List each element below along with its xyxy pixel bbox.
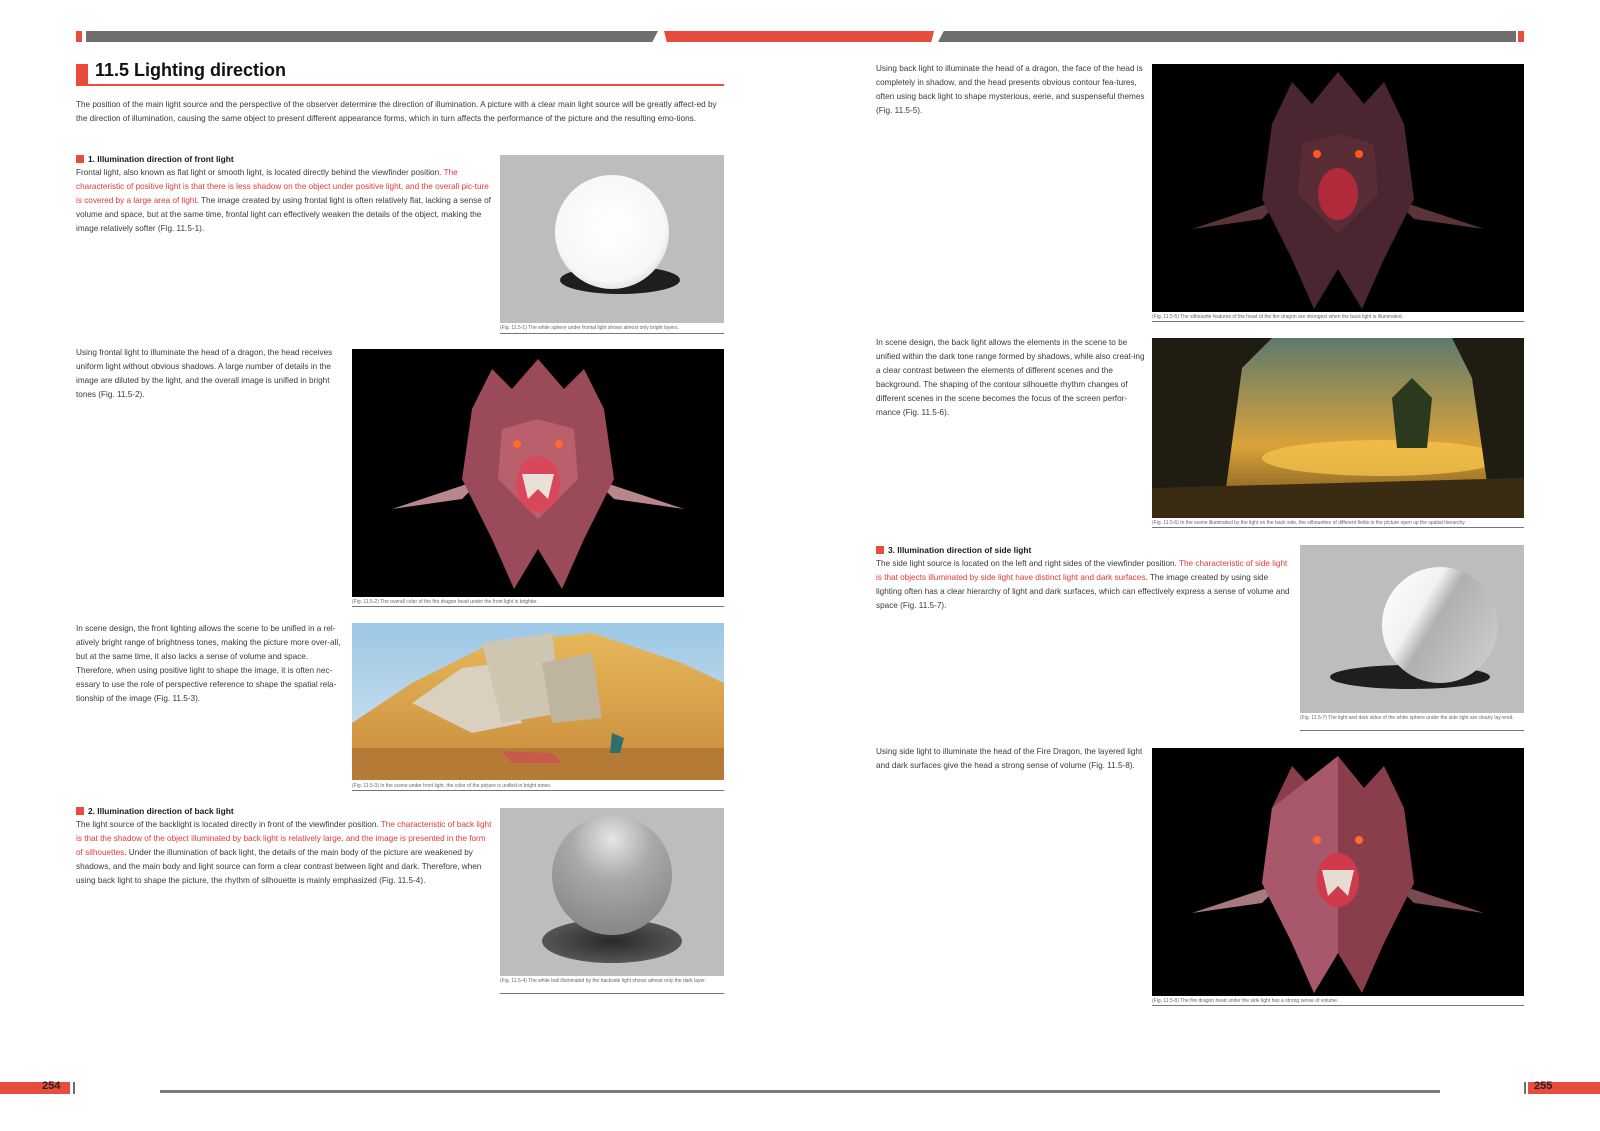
- figure-sphere-front-light: [500, 155, 724, 323]
- sphere-back-light-image: [500, 808, 724, 976]
- title-underline: [76, 84, 724, 86]
- highlight-text: The characteristic of positive light is that there is less shadow on the object under positive light, and the overall pic-ture is covered by a large area of light: [76, 168, 489, 205]
- footer-rule: [160, 1090, 1440, 1093]
- section-heading-front-light: [76, 154, 234, 164]
- section-marker: [76, 807, 84, 815]
- text-run: The light source of the backlight is located directly in front of the viewfinder position.: [76, 820, 381, 829]
- section-heading-back-light: [76, 806, 234, 816]
- text-run: Frontal light, also known as flat light or smooth light, is located directly behind the viewfinder position.: [76, 168, 444, 177]
- section-marker: [76, 155, 84, 163]
- figure-caption: (Fig. 11.5-7) The light and dark sides of the white sphere under the side light are clearly lay-ered.: [1300, 715, 1514, 721]
- section-heading-text: 1. Illumination direction of front light: [88, 154, 234, 164]
- scene-back-paragraph: In scene design, the back light allows the elements in the scene to be unified within the dark tone range formed by shadows, while also creat-ing a clear contrast between the elements of different scenes and the background. The shaping of the contour silhouette rhythm changes of different scenes in the scene becomes the focus of the screen perfor-mance (Fig. 11.5-6).: [876, 338, 1145, 417]
- caption-rule: [352, 606, 724, 607]
- footer-tick-left: [73, 1082, 75, 1094]
- section-marker: [876, 546, 884, 554]
- caption-rule: [352, 790, 724, 791]
- caption-rule: [1152, 1005, 1524, 1006]
- dragon-back-paragraph: Using back light to illuminate the head of a dragon, the face of the head is completely in shadow, and the head presents obvious contour fea-tures, often using back light to shape mysterious, eerie, and suspenseful themes (Fig. 11.5-5).: [876, 64, 1145, 115]
- figure-scene-back-light: [1152, 338, 1524, 518]
- sphere-front-light-image: [500, 155, 724, 323]
- figure-caption: (Fig. 11.5-5) The silhouette features of the head of the fire dragon are strongest when the back light is illuminated.: [1152, 314, 1404, 320]
- intro-paragraph: The position of the main light source and the perspective of the observer determine the direction of illumination. A picture with a clear main light source will be greatly affect-ed by the direction of illumination, causing the same object to present different appearance forms, which in turn affects the performance of the picture and the resulting emo-tions.: [76, 100, 717, 123]
- scene-front-paragraph: In scene design, the front lighting allows the scene to be unified in a rel-atively bright range of brightness tones, making the picture more over-all, but at the same time, it also lacks a sense of volume and space. Therefore, when using positive light to shape the image, it is often nec-essary to use the role of perspective reference to shape the spatial rela-tionship of the image (Fig. 11.5-3).: [76, 624, 341, 703]
- figure-caption: (Fig. 11.5-1) The white sphere under frontal light shows almost only bright layers.: [500, 325, 679, 331]
- caption-rule: [500, 993, 724, 994]
- front-light-paragraph: [76, 166, 494, 236]
- highlight-text: The characteristic of back light is that the shadow of the object illuminated by back light is relatively large, and the image is presented in the form of silhouettes: [76, 820, 492, 857]
- page-title: 11.5 Lighting direction: [95, 60, 287, 80]
- footer-tick-right: [1524, 1082, 1526, 1094]
- dragon-side-image: [1152, 748, 1524, 996]
- back-light-paragraph: [76, 818, 494, 888]
- dragon-side-paragraph: Using side light to illuminate the head of the Fire Dragon, the layered light and dark surfaces give the head a strong sense of volume (Fig. 11.5-8).: [876, 747, 1143, 770]
- text-run: . The image created by using side lighting often has a clear hierarchy of light and dark surfaces, which can effectively express a sense of volume and space (Fig. 11.5-7).: [876, 573, 1290, 610]
- page-number-right: 255: [1534, 1080, 1553, 1092]
- scene-back-image: [1152, 338, 1524, 518]
- text-run: . The image created by using frontal light is often relatively flat, lacking a sense of volume and space, but at the same time, frontal light can effectively weaken the details of the object, making the image relatively softer (Fig. 11.5-1).: [76, 196, 491, 233]
- page-number-left: 254: [42, 1080, 61, 1092]
- figure-scene-front-light: [352, 623, 724, 780]
- header-bar-right: [938, 31, 1516, 42]
- title-marker: [76, 64, 88, 85]
- figure-caption: (Fig. 11.5-3) In the scene under front light, the color of the picture is unified in bright tones.: [352, 783, 552, 789]
- caption-rule: [500, 333, 724, 334]
- dragon-front-paragraph: Using frontal light to illuminate the head of a dragon, the head receives uniform light without obvious shadows. A large number of details in the image are diluted by the light, and the overall image is unified in bright tones (Fig. 11.5-2).: [76, 348, 333, 399]
- header-bar-left-cap: [76, 31, 82, 42]
- header-bar-left: [86, 31, 658, 42]
- figure-dragon-side-light: [1152, 748, 1524, 996]
- sphere-side-light-image: [1300, 545, 1524, 713]
- header-bar-center: [664, 31, 934, 42]
- figure-dragon-back-light: [1152, 64, 1524, 312]
- caption-rule: [1152, 321, 1524, 322]
- figure-dragon-front-light: [352, 349, 724, 597]
- highlight-text: The characteristic of side light is that objects illuminated by side light have distinct light and dark surfaces: [876, 559, 1288, 582]
- section-heading-side-light: [876, 545, 1031, 555]
- section-heading-text: 3. Illumination direction of side light: [888, 545, 1032, 555]
- caption-rule: [1152, 527, 1524, 528]
- scene-front-image: [352, 623, 724, 780]
- caption-rule: [1300, 730, 1524, 731]
- dragon-back-image: [1152, 64, 1524, 312]
- header-bar-right-cap: [1518, 31, 1524, 42]
- figure-sphere-back-light: [500, 808, 724, 976]
- section-heading-text: 2. Illumination direction of back light: [88, 806, 234, 816]
- text-run: The side light source is located on the left and right sides of the viewfinder position.: [876, 559, 1179, 568]
- figure-caption: (Fig. 11.5-4) The white ball illuminated by the backside light shows almost only the dark layer.: [500, 978, 707, 984]
- figure-sphere-side-light: [1300, 545, 1524, 713]
- figure-caption: (Fig. 11.5-6) In the scene illuminated by the light on the back side, the silhouettes of different fields in the picture open up the spatial hierarchy.: [1152, 520, 1466, 526]
- figure-caption: (Fig. 11.5-2) The overall color of the fire dragon head under the front light is brighter.: [352, 599, 538, 605]
- text-run: . Under the illumination of back light, the details of the main body of the picture are weakened by shadows, and the main body and light source can form a clear contrast between light and dark. Therefore, when using back light to shape the picture, the rhythm of silhouette is mainly emphasized (Fig. 11.5-4).: [76, 848, 482, 885]
- dragon-front-image: [352, 349, 724, 597]
- figure-caption: (Fig. 11.5-8) The fire dragon head under the side light has a strong sense of volume.: [1152, 998, 1339, 1004]
- side-light-paragraph: [876, 557, 1294, 613]
